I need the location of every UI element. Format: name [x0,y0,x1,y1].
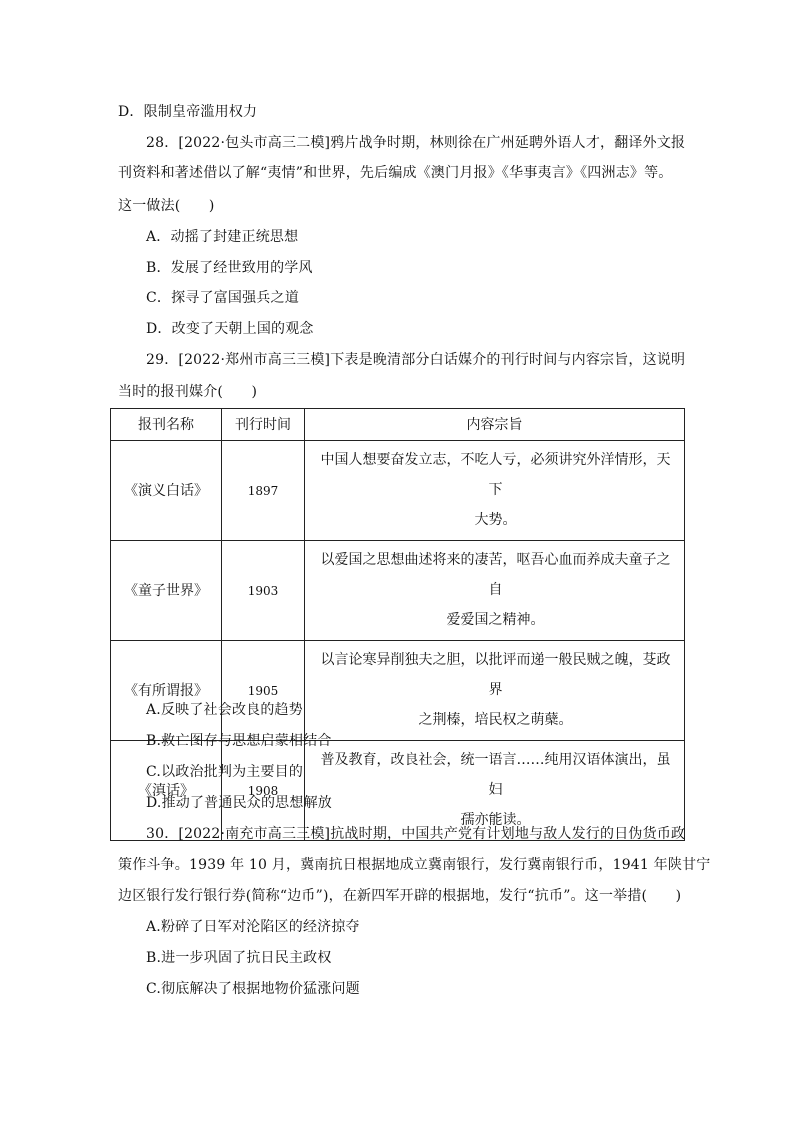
table-header: 报刊名称 [111,409,222,441]
q28-option-a: A．动摇了封建正统思想 [146,229,299,245]
aim-line: 爱爱国之精神。 [446,612,545,628]
aim-line: 中国人想要奋发立志，不吃人亏，必须讲究外洋情形，天下 [320,452,671,498]
q30-stem-line1: 30．[2022·南充市高三三模]抗战时期，中国共产党有计划地与敌人发行的日伪货币政 [146,826,686,842]
table-header: 内容宗旨 [305,409,685,441]
q30-stem-line2: 策作斗争。1939 年 10 月，冀南抗日根据地成立冀南银行，发行冀南银行币，1941 年陕甘宁 [118,857,711,873]
table-cell-name: 《演义白话》 [111,441,222,541]
q29-option-c: C.以政治批判为主要目的 [146,764,304,780]
aim-line: 普及教育，改良社会，统一语言……纯用汉语体演出，虽妇 [320,752,671,798]
aim-line: 之荆榛，培民权之萌蘖。 [418,712,573,728]
q29-stem-line2: 当时的报刊媒介( ) [118,384,258,400]
aim-line: 以言论寒异削独夫之胆，以批评而递一般民贼之魄，芟政界 [320,652,671,698]
table-cell-year: 1908 [222,741,305,841]
table-cell-year: 1897 [222,441,305,541]
table-cell-name: 《童子世界》 [111,541,222,641]
table-cell-name: 《滇话》 [111,741,222,841]
q30-option-a: A.粉碎了日军对沦陷区的经济掠夺 [146,919,360,935]
q28-stem-line1: 28．[2022·包头市高三二模]鸦片战争时期，林则徐在广州延聘外语人才，翻译外文报 [146,135,686,151]
q29-option-d: D.推动了普通民众的思想解放 [146,795,332,811]
q28-option-d: D．改变了天朝上国的观念 [146,321,314,337]
aim-line: 孺亦能读。 [460,812,531,828]
q30-stem-line3: 边区银行发行银行券(简称“边币”)，在新四军开辟的根据地，发行“抗币”。这一举措( ) [118,888,682,904]
table-header-row [111,409,685,441]
table-header: 刊行时间 [222,409,305,441]
table-cell-year: 1903 [222,541,305,641]
table-row [111,541,685,641]
table-cell-aim [305,441,685,541]
table-cell-name: 《有所谓报》 [111,641,222,741]
aim-line: 大势。 [474,512,517,528]
table-cell-aim [305,541,685,641]
q29-option-a: A.反映了社会改良的趋势 [146,702,303,718]
q28-option-b: B．发展了经世致用的学风 [146,260,313,276]
aim-line: 以爱国之思想曲述将来的凄苦，呕吾心血而养成夫童子之自 [320,552,671,598]
table-cell-year: 1905 [222,641,305,741]
table-cell-aim [305,641,685,741]
q30-option-c: C.彻底解决了根据地物价猛涨问题 [146,981,360,997]
q28-option-c: C．探寻了富国强兵之道 [146,290,299,306]
q28-stem-line3: 这一做法( ) [118,198,215,214]
q27-option-d: D．限制皇帝滥用权力 [118,104,258,120]
q29-stem-line1: 29．[2022·郑州市高三三模]下表是晚清部分白话媒介的刊行时间与内容宗旨，这说明 [146,352,686,368]
table-row [111,441,685,541]
q28-stem-line2: 刊资料和著述借以了解“夷情”和世界，先后编成《澳门月报》《华事夷言》《四洲志》等。 [118,165,673,181]
q29-option-b: B.救亡图存与思想启蒙相结合 [146,733,332,749]
table-row [111,641,685,741]
q30-option-b: B.进一步巩固了抗日民主政权 [146,950,332,966]
